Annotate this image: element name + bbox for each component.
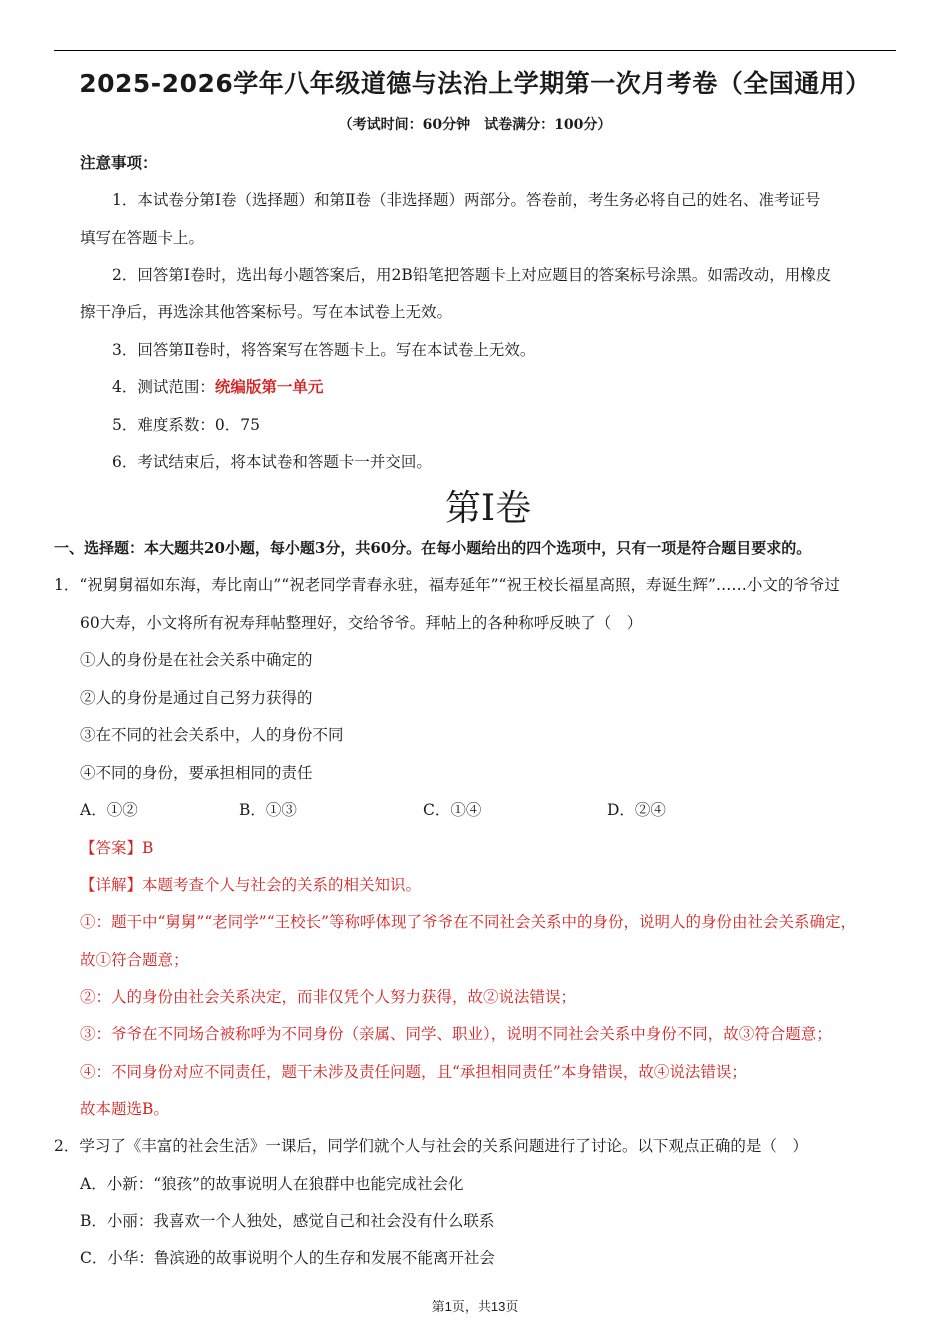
q1-conclusion: 故本题选B。 — [80, 1100, 169, 1118]
q1-option-a: A．①② — [80, 801, 138, 819]
q1-statement-3: ③在不同的社会关系中，人的身份不同 — [80, 726, 344, 744]
note-2-line-1: 2．回答第Ⅰ卷时，选出每小题答案后，用2B铅笔把答题卡上对应题目的答案标号涂黑。如需改动，用橡皮 — [112, 266, 832, 284]
top-rule — [54, 50, 896, 51]
q1-explain-3: ③：爷爷在不同场合被称呼为不同身份（亲属、同学、职业），说明不同社会关系中身份不同，故③符合题意； — [80, 1025, 832, 1043]
page-number: 第1页，共13页 — [431, 1299, 519, 1314]
exam-subtitle: （考试时间：60分钟 试卷满分：100分） — [338, 117, 612, 133]
q1-option-b: B．①③ — [239, 801, 297, 819]
exam-title: 2025-2026学年八年级道德与法治上学期第一次月考卷（全国通用） — [79, 69, 871, 98]
test-scope: 统编版第一单元 — [214, 377, 324, 396]
q2-option-c: C．小华：鲁滨逊的故事说明个人的生存和发展不能离开社会 — [80, 1249, 495, 1267]
q1-answer: 【答案】B — [80, 839, 154, 857]
section-1-heading: 一、选择题：本大题共20小题，每小题3分，共60分。在每小题给出的四个选项中，只有一项是符合题目要求的。 — [54, 539, 812, 557]
volume-title: 第Ⅰ卷 — [444, 488, 532, 529]
note-2-line-2: 擦干净后，再选涂其他答案标号。写在本试卷上无效。 — [80, 303, 453, 321]
note-6: 6．考试结束后，将本试卷和答题卡一并交回。 — [112, 453, 432, 471]
q1-stem-line-2: 60大寿，小文将所有祝寿拜帖整理好，交给爷爷。拜帖上的各种称呼反映了（ ） — [80, 614, 643, 632]
q1-stem-line-1: 1．“祝舅舅福如东海，寿比南山”“祝老同学青春永驻，福寿延年”“祝王校长福星高照，寿诞生辉”……小文的爷爷过 — [54, 576, 840, 594]
q1-statement-1: ①人的身份是在社会关系中确定的 — [80, 651, 313, 669]
q2-option-a: A．小新：“狼孩”的故事说明人在狼群中也能完成社会化 — [80, 1175, 464, 1193]
q2-option-b: B．小丽：我喜欢一个人独处，感觉自己和社会没有什么联系 — [80, 1212, 495, 1230]
note-4-prefix: 4．测试范围： — [112, 378, 215, 396]
note-4 — [112, 375, 323, 397]
note-3: 3．回答第Ⅱ卷时，将答案写在答题卡上。写在本试卷上无效。 — [112, 341, 536, 359]
q1-option-c: C．①④ — [423, 801, 482, 819]
note-1-line-2: 填写在答题卡上。 — [80, 229, 205, 247]
q1-detail: 【详解】本题考查个人与社会的关系的相关知识。 — [80, 876, 422, 894]
note-1-line-1: 1．本试卷分第Ⅰ卷（选择题）和第Ⅱ卷（非选择题）两部分。答卷前，考生务必将自己的姓名、准考证号 — [112, 191, 821, 209]
notes-heading: 注意事项： — [80, 153, 158, 172]
q2-stem: 2．学习了《丰富的社会生活》一课后，同学们就个人与社会的关系问题进行了讨论。以下观点正确的是（ ） — [54, 1137, 808, 1155]
q1-statement-4: ④不同的身份，要承担相同的责任 — [80, 764, 313, 782]
q1-explain-1-line-2: 故①符合题意； — [80, 951, 189, 969]
note-5: 5．难度系数：0．75 — [112, 416, 260, 434]
q1-explain-4: ④：不同身份对应不同责任，题干未涉及责任问题，且“承担相同责任”本身错误，故④说法错误； — [80, 1063, 747, 1081]
q1-explain-2: ②：人的身份由社会关系决定，而非仅凭个人努力获得，故②说法错误； — [80, 988, 577, 1006]
q1-option-d: D．②④ — [607, 801, 666, 819]
q1-explain-1-line-1: ①：题干中“舅舅”“老同学”“王校长”等称呼体现了爷爷在不同社会关系中的身份，说明人的身份由社会关系确定， — [80, 913, 857, 931]
q1-statement-2: ②人的身份是通过自己努力获得的 — [80, 689, 313, 707]
